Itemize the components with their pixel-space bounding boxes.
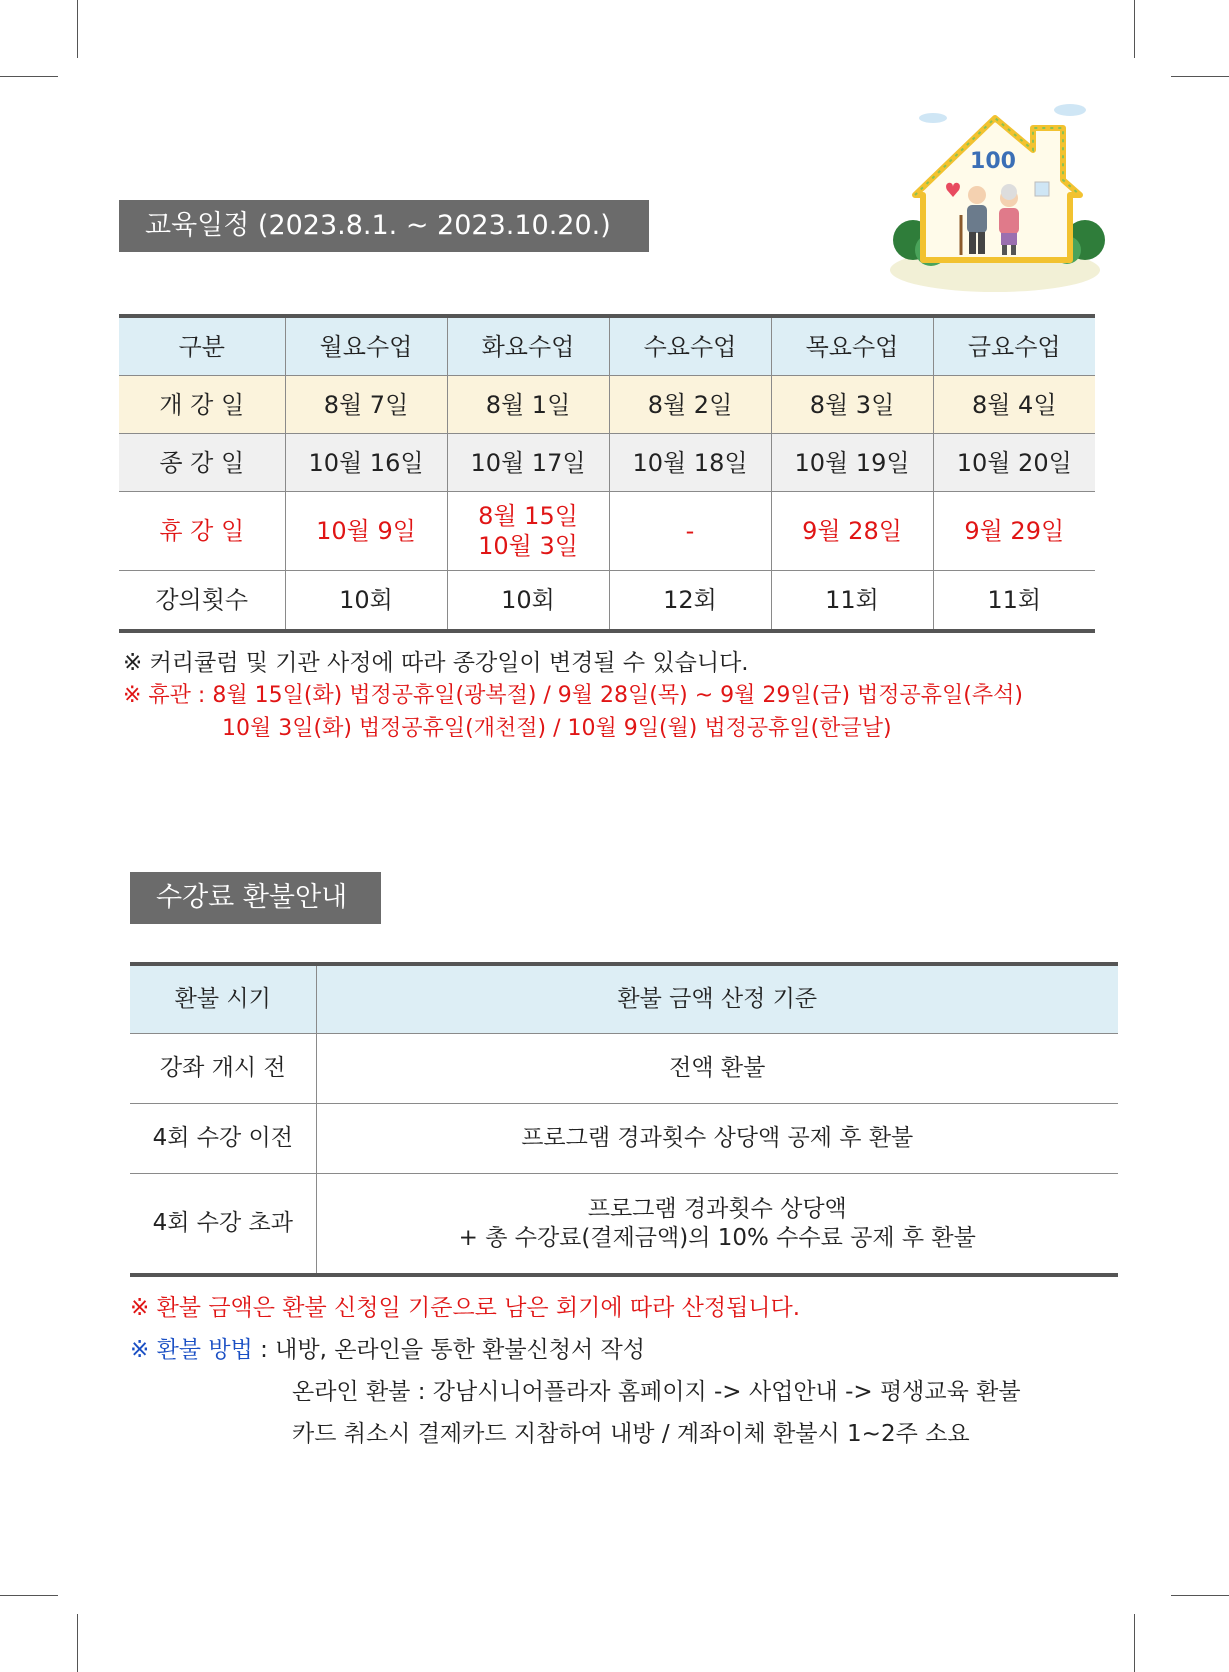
refund-title: 수강료 환불안내	[130, 872, 381, 924]
table-cell: 9월 29일	[933, 492, 1095, 571]
table-cell: 10월 20일	[933, 434, 1095, 492]
header-cell: 화요수업	[447, 316, 609, 376]
closure-note-continued: 10월 3일(화) 법정공휴일(개천절) / 10월 9일(월) 법정공휴일(한글날)	[222, 716, 892, 741]
table-cell	[447, 492, 609, 571]
refund-rule-line: + 총 수강료(결제금액)의 10% 수수료 공제 후 환불	[458, 1224, 976, 1251]
refund-rule: 프로그램 경과횟수 상당액 공제 후 환불	[316, 1104, 1118, 1174]
row-label: 종 강 일	[119, 434, 285, 492]
table-cell: -	[609, 492, 771, 571]
refund-header-row	[130, 964, 1118, 1034]
table-cell: 8월 4일	[933, 376, 1095, 434]
refund-rule: 전액 환불	[316, 1034, 1118, 1104]
refund-timing: 강좌 개시 전	[130, 1034, 316, 1104]
refund-note: ※ 환불 금액은 환불 신청일 기준으로 남은 회기에 따라 산정됩니다.	[130, 1295, 801, 1321]
elderly-couple-house-illustration	[875, 100, 1115, 300]
table-cell: 10월 18일	[609, 434, 771, 492]
crop-mark	[77, 1614, 78, 1672]
header-cell: 구분	[119, 316, 285, 376]
refund-rule-line: 프로그램 경과횟수 상당액	[587, 1195, 847, 1222]
table-cell: 10회	[285, 571, 447, 632]
schedule-note: ※ 커리큘럼 및 기관 사정에 따라 종강일이 변경될 수 있습니다.	[123, 650, 749, 676]
table-cell: 10월 19일	[771, 434, 933, 492]
crop-mark	[1171, 76, 1229, 77]
header-cell: 월요수업	[285, 316, 447, 376]
table-cell: 10월 17일	[447, 434, 609, 492]
end-date-row	[119, 434, 1095, 492]
refund-table	[130, 962, 1118, 1277]
table-cell: 8월 3일	[771, 376, 933, 434]
schedule-title: 교육일정 (2023.8.1. ~ 2023.10.20.)	[119, 200, 649, 252]
refund-rule	[316, 1174, 1118, 1276]
crop-mark	[0, 76, 58, 77]
table-cell: 8월 7일	[285, 376, 447, 434]
crop-mark	[0, 1595, 58, 1596]
refund-method-note	[130, 1339, 645, 1362]
table-row	[130, 1104, 1118, 1174]
closure-note: ※ 휴관 : 8월 15일(화) 법정공휴일(광복절) / 9월 28일(목) ~ 9월 29일(금) 법정공휴일(추석)	[123, 683, 1023, 708]
table-row	[130, 1034, 1118, 1104]
row-label: 강의횟수	[155, 586, 249, 614]
table-cell: 12회	[609, 571, 771, 632]
row-label: 개 강 일	[119, 376, 285, 434]
table-cell: 8월 2일	[609, 376, 771, 434]
header-cell: 목요수업	[771, 316, 933, 376]
schedule-table	[119, 314, 1095, 633]
table-cell: 10회	[447, 571, 609, 632]
header-cell: 금요수업	[933, 316, 1095, 376]
refund-timing: 4회 수강 초과	[152, 1210, 293, 1237]
holiday-line: 10월 3일	[478, 532, 578, 560]
table-cell: 11회	[933, 571, 1095, 632]
refund-method-label: ※ 환불 방법	[130, 1337, 253, 1363]
crop-mark	[1134, 0, 1135, 58]
table-cell: 10월 9일	[285, 492, 447, 571]
table-cell: 11회	[771, 571, 933, 632]
table-cell: 10월 16일	[285, 434, 447, 492]
online-refund-note: 온라인 환불 : 강남시니어플라자 홈페이지 -> 사업안내 -> 평생교육 환불	[292, 1379, 1021, 1405]
holiday-row	[119, 492, 1095, 571]
refund-timing: 4회 수강 이전	[130, 1104, 316, 1174]
card-refund-note: 카드 취소시 결제카드 지참하여 내방 / 계좌이체 환불시 1~2주 소요	[292, 1421, 970, 1447]
badge-100: 100	[970, 149, 1016, 174]
header-cell: 수요수업	[609, 316, 771, 376]
crop-mark	[1134, 1614, 1135, 1672]
table-cell: 9월 28일	[771, 492, 933, 571]
header-cell: 환불 시기	[130, 964, 316, 1034]
row-label: 휴 강 일	[119, 492, 285, 571]
refund-method-text: : 내방, 온라인을 통한 환불신청서 작성	[252, 1337, 645, 1363]
crop-mark	[77, 0, 78, 58]
table-cell: 8월 1일	[447, 376, 609, 434]
crop-mark	[1171, 1595, 1229, 1596]
table-row	[130, 1174, 1118, 1276]
lecture-count-row	[119, 571, 1095, 632]
header-cell: 환불 금액 산정 기준	[316, 964, 1118, 1034]
schedule-header-row	[119, 316, 1095, 376]
holiday-line: 8월 15일	[478, 502, 578, 530]
start-date-row	[119, 376, 1095, 434]
